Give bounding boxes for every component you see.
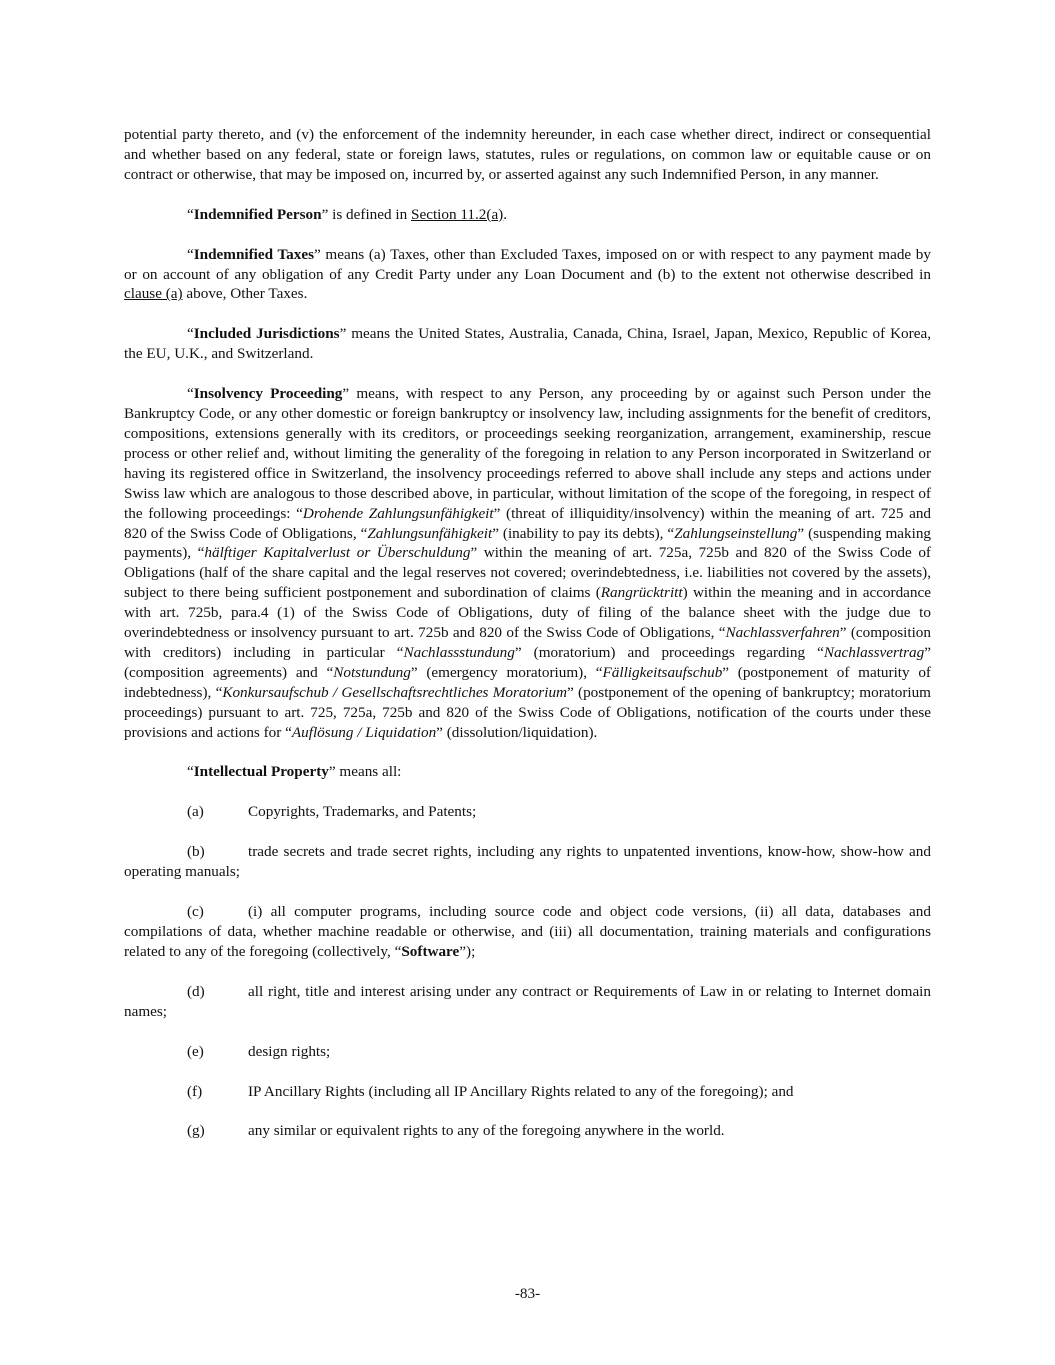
defined-term: Indemnified Person — [193, 205, 322, 223]
definition-insolvency-proceeding: “Insolvency Proceeding” means, with respect to any Person, any proceeding by or against such Person under the Bankruptcy Code, or any other domestic or foreign bankruptcy or insolvency law, including assignments for the benefit of creditors, compositions, extensions generally with its creditors, or proceedings seeking reorganization, arrangement, examinership, rescue process or other relief and, without limiting the generality of the foregoing in relation to any Person incorporated in Switzerland or having its registered office in Switzerland, the insolvency proceedings referred to above shall include any steps and actions under Swiss law which are analogous to those described above, in particular, without limitation of the scope of the foregoing, in respect of the following proceedings: “Drohende Zahlungsunfähigkeit” (threat of illiquidity/insolvency) within the meaning of art. 725 and 820 of the Swiss Code of Obligations, “Zahlungsunfähigkeit” (inability to pay its debts), “Zahlungseinstellung” (suspending making payments), “hälftiger Kapitalverlust or Überschuldung” within the meaning of art. 725a, 725b and 820 of the Swiss Code of Obligations (half of the share capital and the legal reserves not covered; overindebtedness, i.e. liabilities not covered by the assets), subject to there being sufficient postponement and subordination of claims (Rangrücktritt) within the meaning and in accordance with art. 725b, para.4 (1) of the Swiss Code of Obligations, duty of filing of the balance sheet with the judge due to overindebtedness or insolvency pursuant to art. 725b and 820 of the Swiss Code of Obligations, “Nachlassverfahren” (composition with creditors) including in particular “Nachlassstundung” (moratorium) and proceedings regarding “Nachlassvertrag” (composition agreements) and “Notstundung” (emergency moratorium), “Fälligkeitsaufschub” (postponement of maturity of indebtedness), “Konkursaufschub / Gesellschaftsrechtliches Moratorium” (postponement of the opening of bankruptcy; moratorium proceedings) pursuant to art. 725, 725a, 725b and 820 of the Swiss Code of Obligations, notification of the courts under these provisions and actions for “Auflösung / Liquidation” (dissolution/liquidation). — [124, 385, 932, 741]
list-item-g: (g) any similar or equivalent rights to any of the foregoing anywhere in the world. — [187, 1122, 725, 1140]
document-page — [124, 125, 931, 1161]
defined-term: Intellectual Property — [193, 763, 329, 781]
defined-term: Included Jurisdictions — [193, 325, 340, 343]
page-number: -83- — [514, 1285, 541, 1302]
item-label: (f) — [187, 1082, 203, 1100]
definition-included-jurisdictions: “Included Jurisdictions” means the United States, Australia, Canada, China, Israel, Japan, Mexico, Republic of Korea, the EU, U.K., and Switzerland. — [124, 325, 931, 363]
list-item-b: (b) trade secrets and trade secret rights, including any rights to unpatented inventions, know-how, show-how and operating manuals; — [124, 843, 931, 881]
item-label: (b) — [187, 843, 205, 861]
item-label: (g) — [187, 1122, 205, 1140]
list-item-e: (e) design rights; — [187, 1042, 331, 1060]
section-reference-link: Section 11.2(a) — [411, 205, 504, 223]
definition-intellectual-property: “Intellectual Property” means all: — [187, 763, 402, 781]
item-label: (e) — [187, 1042, 204, 1060]
item-label: (a) — [187, 803, 204, 821]
list-item-c: (c) (i) all computer programs, including source code and object code versions, (ii) all data, databases and compilations of data, whether machine readable or otherwise, and (iii) all documentation, training materials and configurations related to any of the foregoing (collectively, “Software”); — [124, 903, 931, 960]
defined-term: Software — [401, 942, 460, 960]
defined-term: Insolvency Proceeding — [193, 385, 343, 403]
item-label: (c) — [187, 903, 204, 921]
list-item-f: (f) IP Ancillary Rights (including all IP Ancillary Rights related to any of the foregoing); and — [187, 1082, 794, 1100]
list-item-a: (a) Copyrights, Trademarks, and Patents; — [187, 803, 477, 821]
intro-paragraph: potential party thereto, and (v) the enforcement of the indemnity hereunder, in each case whether direct, indirect or consequential and whether based on any federal, state or foreign laws, statutes, rules or regulations, on common law or equitable cause or on contract or otherwise, that may be imposed on, incurred by, or asserted against any such Indemnified Person, in any manner. — [124, 126, 931, 183]
definition-indemnified-person: “Indemnified Person” is defined in Section 11.2(a). — [187, 205, 508, 223]
item-label: (d) — [187, 982, 205, 1000]
definition-indemnified-taxes: “Indemnified Taxes” means (a) Taxes, other than Excluded Taxes, imposed on or with respect to any payment made by or on account of any obligation of any Credit Party under any Loan Document and (b) to the extent not otherwise described in clause (a) above, Other Taxes. — [124, 245, 931, 303]
list-item-d: (d) all right, title and interest arising under any contract or Requirements of Law in or relating to Internet domain names; — [124, 982, 931, 1020]
defined-term: Indemnified Taxes — [193, 245, 315, 263]
clause-reference-link: clause (a) — [124, 285, 183, 303]
